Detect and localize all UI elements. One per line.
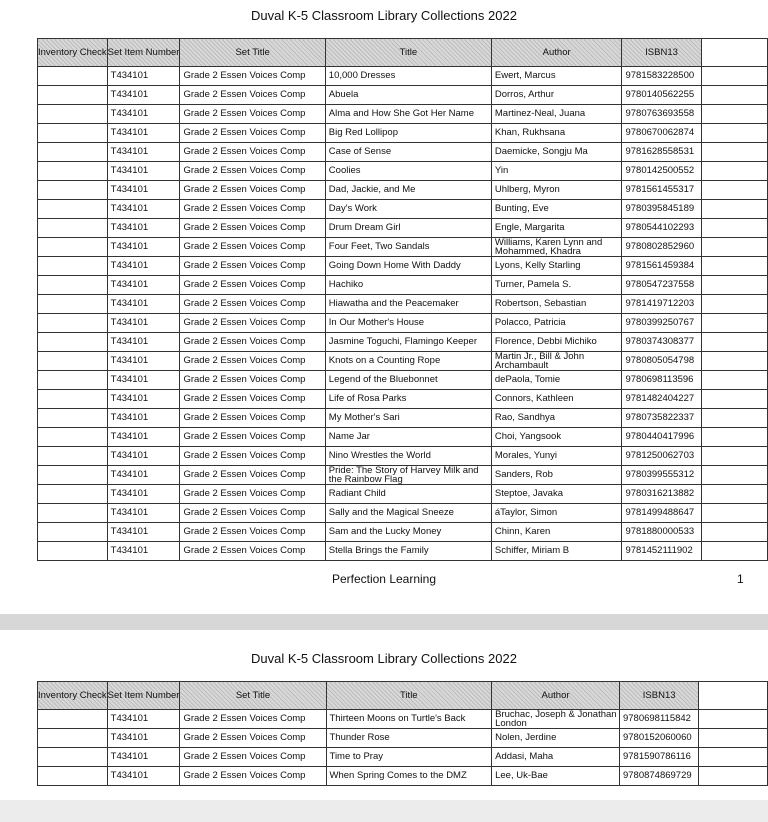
author-cell: Nolen, Jerdine: [492, 729, 620, 748]
isbn13-cell: 9781590786116: [619, 748, 698, 767]
title-cell: 10,000 Dresses: [325, 67, 491, 86]
inventory-check-cell: [38, 428, 108, 447]
isbn13-cell: 9780140562255: [622, 86, 701, 105]
set-title-cell: Grade 2 Essen Voices Comp: [180, 729, 326, 748]
table-row: [38, 105, 768, 124]
title-cell: Time to Pray: [326, 748, 492, 767]
inventory-check-cell: [38, 276, 108, 295]
author-cell: Chinn, Karen: [491, 523, 622, 542]
title-cell: Pride: The Story of Harvey Milk and the Rainbow Flag: [325, 466, 491, 485]
blank-cell: [701, 371, 767, 390]
inventory-check-cell: [38, 767, 108, 786]
author-cell: Dorros, Arthur: [491, 86, 622, 105]
set-item-number-cell: T434101: [107, 162, 180, 181]
set-item-number-cell: T434101: [107, 352, 180, 371]
set-title-cell: Grade 2 Essen Voices Comp: [180, 200, 325, 219]
title-cell: In Our Mother's House: [325, 314, 491, 333]
set-title-cell: Grade 2 Essen Voices Comp: [180, 409, 325, 428]
set-title-cell: Grade 2 Essen Voices Comp: [180, 162, 325, 181]
isbn13-cell: 9780544102293: [622, 219, 701, 238]
blank-cell: [701, 447, 767, 466]
set-title-cell: Grade 2 Essen Voices Comp: [180, 767, 326, 786]
isbn13-cell: 9780152060060: [619, 729, 698, 748]
set-item-number-cell: T434101: [107, 428, 180, 447]
set-item-number-cell: T434101: [107, 105, 180, 124]
title-cell: Name Jar: [325, 428, 491, 447]
isbn13-cell: 9780670062874: [622, 124, 701, 143]
blank-cell: [701, 428, 767, 447]
col-header-set-title: Set Title: [180, 682, 326, 710]
blank-cell: [699, 710, 768, 729]
isbn13-cell: 9781419712203: [622, 295, 701, 314]
table-row: [38, 162, 768, 181]
inventory-check-cell: [38, 748, 108, 767]
title-cell: Day's Work: [325, 200, 491, 219]
table-row: [38, 314, 768, 333]
inventory-check-cell: [38, 409, 108, 428]
set-item-number-cell: T434101: [107, 238, 180, 257]
title-cell: Thunder Rose: [326, 729, 492, 748]
blank-cell: [701, 124, 767, 143]
title-cell: Sam and the Lucky Money: [325, 523, 491, 542]
title-cell: Coolies: [325, 162, 491, 181]
collection-table: [37, 681, 768, 786]
author-cell: Bunting, Eve: [491, 200, 622, 219]
set-item-number-cell: T434101: [107, 333, 180, 352]
table-row: [38, 485, 768, 504]
set-title-cell: Grade 2 Essen Voices Comp: [180, 295, 325, 314]
table-body: [38, 710, 768, 786]
set-title-cell: Grade 2 Essen Voices Comp: [180, 86, 325, 105]
title-cell: Radiant Child: [325, 485, 491, 504]
col-header-set-title: Set Title: [180, 39, 325, 67]
blank-cell: [701, 219, 767, 238]
author-cell: Daemicke, Songju Ma: [491, 143, 622, 162]
isbn13-cell: 9780440417996: [622, 428, 701, 447]
table-row: [38, 447, 768, 466]
inventory-check-cell: [38, 162, 108, 181]
set-item-number-cell: T434101: [107, 710, 180, 729]
inventory-check-cell: [38, 257, 108, 276]
table-row: [38, 67, 768, 86]
set-item-number-cell: T434101: [107, 219, 180, 238]
isbn13-cell: 9780802852960: [622, 238, 701, 257]
table-row: [38, 371, 768, 390]
inventory-check-cell: [38, 314, 108, 333]
inventory-check-cell: [38, 485, 108, 504]
blank-cell: [701, 352, 767, 371]
set-title-cell: Grade 2 Essen Voices Comp: [180, 181, 325, 200]
author-cell: Morales, Yunyi: [491, 447, 622, 466]
set-title-cell: Grade 2 Essen Voices Comp: [180, 238, 325, 257]
set-title-cell: Grade 2 Essen Voices Comp: [180, 485, 325, 504]
set-item-number-cell: T434101: [107, 86, 180, 105]
set-title-cell: Grade 2 Essen Voices Comp: [180, 67, 325, 86]
author-cell: Steptoe, Javaka: [491, 485, 622, 504]
author-cell: Khan, Rukhsana: [491, 124, 622, 143]
set-item-number-cell: T434101: [107, 729, 180, 748]
inventory-check-cell: [38, 447, 108, 466]
isbn13-cell: 9780735822337: [622, 409, 701, 428]
set-title-cell: Grade 2 Essen Voices Comp: [180, 542, 325, 561]
collection-table: [37, 38, 768, 561]
set-title-cell: Grade 2 Essen Voices Comp: [180, 219, 325, 238]
inventory-check-cell: [38, 219, 108, 238]
inventory-check-cell: [38, 181, 108, 200]
set-title-cell: Grade 2 Essen Voices Comp: [180, 124, 325, 143]
set-title-cell: Grade 2 Essen Voices Comp: [180, 447, 325, 466]
col-header-blank: [701, 39, 767, 67]
inventory-check-cell: [38, 371, 108, 390]
table-row: [38, 428, 768, 447]
title-cell: When Spring Comes to the DMZ: [326, 767, 492, 786]
table-row: [38, 409, 768, 428]
title-cell: Going Down Home With Daddy: [325, 257, 491, 276]
set-item-number-cell: T434101: [107, 466, 180, 485]
inventory-check-cell: [38, 504, 108, 523]
isbn13-cell: 9780374308377: [622, 333, 701, 352]
set-item-number-cell: T434101: [107, 124, 180, 143]
set-item-number-cell: T434101: [107, 447, 180, 466]
isbn13-cell: 9781452111902: [622, 542, 701, 561]
blank-cell: [701, 409, 767, 428]
isbn13-cell: 9780698115842: [619, 710, 698, 729]
page-number: 1: [737, 572, 744, 586]
set-item-number-cell: T434101: [107, 390, 180, 409]
col-header-title: Title: [326, 682, 492, 710]
set-title-cell: Grade 2 Essen Voices Comp: [180, 371, 325, 390]
author-cell: Lee, Uk-Bae: [492, 767, 620, 786]
publisher-name: Perfection Learning: [331, 572, 437, 586]
author-cell: Martinez-Neal, Juana: [491, 105, 622, 124]
set-item-number-cell: T434101: [107, 200, 180, 219]
title-cell: Jasmine Toguchi, Flamingo Keeper: [325, 333, 491, 352]
blank-cell: [701, 504, 767, 523]
blank-cell: [701, 314, 767, 333]
set-title-cell: Grade 2 Essen Voices Comp: [180, 143, 325, 162]
set-title-cell: Grade 2 Essen Voices Comp: [180, 257, 325, 276]
col-header-set-item-number: Set Item Number: [107, 682, 180, 710]
set-item-number-cell: T434101: [107, 542, 180, 561]
inventory-check-cell: [38, 390, 108, 409]
title-cell: Drum Dream Girl: [325, 219, 491, 238]
isbn13-cell: 9780395845189: [622, 200, 701, 219]
title-cell: Four Feet, Two Sandals: [325, 238, 491, 257]
title-cell: Abuela: [325, 86, 491, 105]
isbn13-cell: 9780874869729: [619, 767, 698, 786]
title-cell: Life of Rosa Parks: [325, 390, 491, 409]
isbn13-cell: 9780142500552: [622, 162, 701, 181]
isbn13-cell: 9780805054798: [622, 352, 701, 371]
blank-cell: [699, 767, 768, 786]
blank-cell: [699, 748, 768, 767]
title-cell: Case of Sense: [325, 143, 491, 162]
table-row: [38, 729, 768, 748]
inventory-check-cell: [38, 333, 108, 352]
col-header-isbn13: ISBN13: [619, 682, 698, 710]
inventory-check-cell: [38, 295, 108, 314]
table-row: [38, 295, 768, 314]
author-cell: Lyons, Kelly Starling: [491, 257, 622, 276]
author-cell: Schiffer, Miriam B: [491, 542, 622, 561]
set-item-number-cell: T434101: [107, 295, 180, 314]
isbn13-cell: 9781628558531: [622, 143, 701, 162]
set-title-cell: Grade 2 Essen Voices Comp: [180, 504, 325, 523]
isbn13-cell: 9780399250767: [622, 314, 701, 333]
blank-cell: [701, 466, 767, 485]
inventory-check-cell: [38, 105, 108, 124]
col-header-inventory-check: Inventory Check: [38, 39, 108, 67]
inventory-check-cell: [38, 542, 108, 561]
isbn13-cell: 9781583228500: [622, 67, 701, 86]
inventory-check-cell: [38, 238, 108, 257]
col-header-title: Title: [325, 39, 491, 67]
col-header-set-item-number: Set Item Number: [107, 39, 180, 67]
col-header-blank: [699, 682, 768, 710]
isbn13-cell: 9781561455317: [622, 181, 701, 200]
set-title-cell: Grade 2 Essen Voices Comp: [180, 466, 325, 485]
set-item-number-cell: T434101: [107, 371, 180, 390]
isbn13-cell: 9780316213882: [622, 485, 701, 504]
set-item-number-cell: T434101: [107, 504, 180, 523]
author-cell: áTaylor, Simon: [491, 504, 622, 523]
table-row: [38, 219, 768, 238]
inventory-check-cell: [38, 523, 108, 542]
author-cell: Florence, Debbi Michiko: [491, 333, 622, 352]
title-cell: My Mother's Sari: [325, 409, 491, 428]
inventory-check-cell: [38, 67, 108, 86]
table-header-row: [38, 39, 768, 67]
table-row: [38, 86, 768, 105]
table-row: [38, 200, 768, 219]
isbn13-cell: 9780547237558: [622, 276, 701, 295]
set-title-cell: Grade 2 Essen Voices Comp: [180, 333, 325, 352]
set-item-number-cell: T434101: [107, 409, 180, 428]
author-cell: Rao, Sandhya: [491, 409, 622, 428]
set-title-cell: Grade 2 Essen Voices Comp: [180, 428, 325, 447]
blank-cell: [701, 86, 767, 105]
table-row: [38, 143, 768, 162]
inventory-check-cell: [38, 729, 108, 748]
inventory-check-cell: [38, 200, 108, 219]
blank-cell: [701, 143, 767, 162]
isbn13-cell: 9780698113596: [622, 371, 701, 390]
table-body: [38, 67, 768, 561]
table-row: [38, 542, 768, 561]
document-title: Duval K-5 Classroom Library Collections 2022: [251, 8, 517, 23]
inventory-check-cell: [38, 86, 108, 105]
author-cell: dePaola, Tomie: [491, 371, 622, 390]
author-cell: Robertson, Sebastian: [491, 295, 622, 314]
set-item-number-cell: T434101: [107, 485, 180, 504]
blank-cell: [701, 542, 767, 561]
title-cell: Knots on a Counting Rope: [325, 352, 491, 371]
set-item-number-cell: T434101: [107, 67, 180, 86]
author-cell: Ewert, Marcus: [491, 67, 622, 86]
document-title: Duval K-5 Classroom Library Collections 2022: [251, 651, 517, 666]
title-cell: Thirteen Moons on Turtle's Back: [326, 710, 492, 729]
blank-cell: [699, 729, 768, 748]
author-cell: Turner, Pamela S.: [491, 276, 622, 295]
author-cell: Engle, Margarita: [491, 219, 622, 238]
set-title-cell: Grade 2 Essen Voices Comp: [180, 352, 325, 371]
blank-cell: [701, 390, 767, 409]
blank-cell: [701, 523, 767, 542]
blank-cell: [701, 238, 767, 257]
table-row: [38, 466, 768, 485]
page-separator: [0, 614, 768, 630]
isbn13-cell: 9781250062703: [622, 447, 701, 466]
table-row: [38, 710, 768, 729]
title-cell: Hachiko: [325, 276, 491, 295]
author-cell: Yin: [491, 162, 622, 181]
author-cell: Polacco, Patricia: [491, 314, 622, 333]
set-title-cell: Grade 2 Essen Voices Comp: [180, 523, 325, 542]
set-title-cell: Grade 2 Essen Voices Comp: [180, 710, 326, 729]
document-page-2: [0, 630, 768, 800]
author-cell: Martin Jr., Bill & John Archambault: [491, 352, 622, 371]
blank-cell: [701, 105, 767, 124]
author-cell: Choi, Yangsook: [491, 428, 622, 447]
table-row: [38, 257, 768, 276]
isbn13-cell: 9780763693558: [622, 105, 701, 124]
set-item-number-cell: T434101: [107, 314, 180, 333]
author-cell: Addasi, Maha: [492, 748, 620, 767]
inventory-check-cell: [38, 352, 108, 371]
title-cell: Legend of the Bluebonnet: [325, 371, 491, 390]
set-title-cell: Grade 2 Essen Voices Comp: [180, 390, 325, 409]
author-cell: Uhlberg, Myron: [491, 181, 622, 200]
author-cell: Bruchac, Joseph & Jonathan London: [492, 710, 620, 729]
table-row: [38, 276, 768, 295]
set-item-number-cell: T434101: [107, 276, 180, 295]
table-row: [38, 748, 768, 767]
inventory-check-cell: [38, 124, 108, 143]
inventory-check-cell: [38, 710, 108, 729]
table-header-row: [38, 682, 768, 710]
blank-cell: [701, 67, 767, 86]
set-title-cell: Grade 2 Essen Voices Comp: [180, 276, 325, 295]
title-cell: Sally and the Magical Sneeze: [325, 504, 491, 523]
col-header-author: Author: [492, 682, 620, 710]
table-row: [38, 181, 768, 200]
set-title-cell: Grade 2 Essen Voices Comp: [180, 314, 325, 333]
isbn13-cell: 9781561459384: [622, 257, 701, 276]
author-cell: Sanders, Rob: [491, 466, 622, 485]
title-cell: Big Red Lollipop: [325, 124, 491, 143]
blank-cell: [701, 276, 767, 295]
inventory-check-cell: [38, 466, 108, 485]
isbn13-cell: 9781482404227: [622, 390, 701, 409]
author-cell: Connors, Kathleen: [491, 390, 622, 409]
table-row: [38, 333, 768, 352]
blank-cell: [701, 257, 767, 276]
table-row: [38, 390, 768, 409]
table-row: [38, 767, 768, 786]
isbn13-cell: 9781880000533: [622, 523, 701, 542]
table-row: [38, 238, 768, 257]
col-header-author: Author: [491, 39, 622, 67]
title-cell: Stella Brings the Family: [325, 542, 491, 561]
set-item-number-cell: T434101: [107, 523, 180, 542]
col-header-isbn13: ISBN13: [622, 39, 701, 67]
blank-cell: [701, 333, 767, 352]
title-cell: Dad, Jackie, and Me: [325, 181, 491, 200]
isbn13-cell: 9780399555312: [622, 466, 701, 485]
title-cell: Nino Wrestles the World: [325, 447, 491, 466]
blank-cell: [701, 200, 767, 219]
set-item-number-cell: T434101: [107, 748, 180, 767]
set-title-cell: Grade 2 Essen Voices Comp: [180, 105, 325, 124]
blank-cell: [701, 181, 767, 200]
table-row: [38, 352, 768, 371]
blank-cell: [701, 295, 767, 314]
author-cell: Williams, Karen Lynn and Mohammed, Khadra: [491, 238, 622, 257]
inventory-check-cell: [38, 143, 108, 162]
table-row: [38, 504, 768, 523]
blank-cell: [701, 162, 767, 181]
blank-cell: [701, 485, 767, 504]
viewer-background: [0, 800, 768, 822]
isbn13-cell: 9781499488647: [622, 504, 701, 523]
table-row: [38, 124, 768, 143]
set-item-number-cell: T434101: [107, 767, 180, 786]
title-cell: Alma and How She Got Her Name: [325, 105, 491, 124]
set-title-cell: Grade 2 Essen Voices Comp: [180, 748, 326, 767]
table-row: [38, 523, 768, 542]
title-cell: Hiawatha and the Peacemaker: [325, 295, 491, 314]
col-header-inventory-check: Inventory Check: [38, 682, 108, 710]
set-item-number-cell: T434101: [107, 257, 180, 276]
set-item-number-cell: T434101: [107, 181, 180, 200]
set-item-number-cell: T434101: [107, 143, 180, 162]
